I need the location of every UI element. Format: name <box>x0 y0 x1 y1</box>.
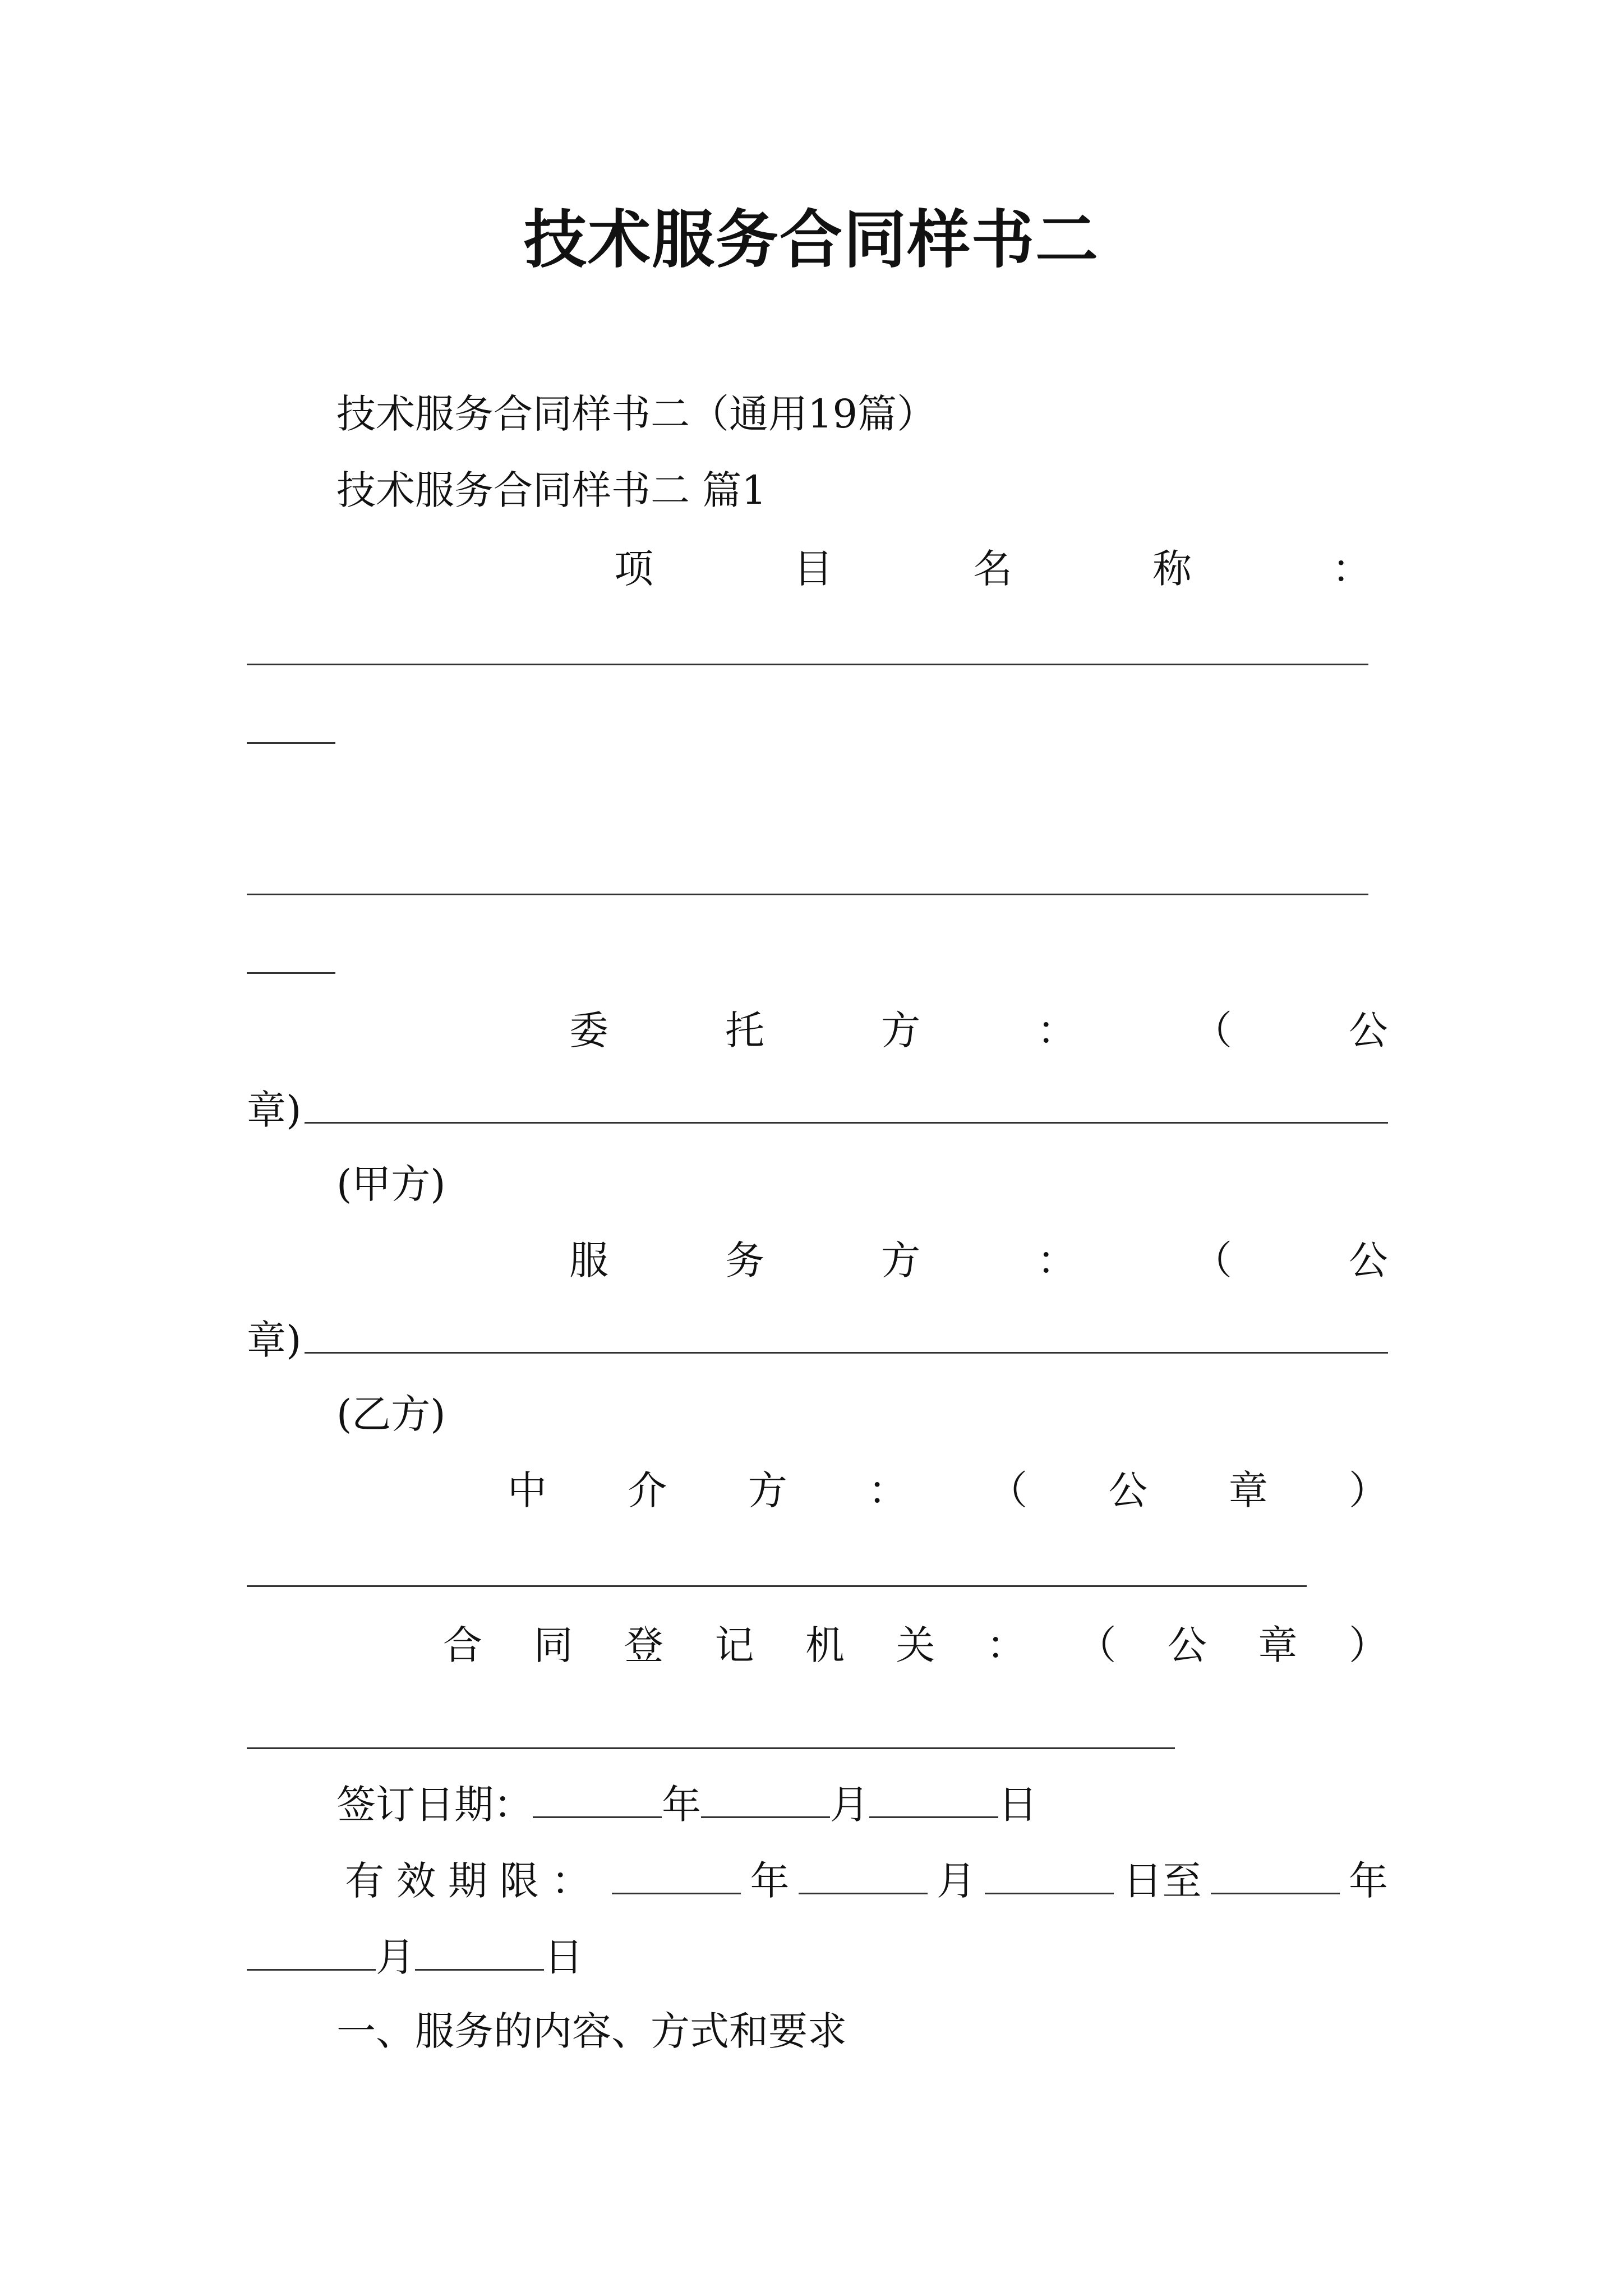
clause-1-heading: 一、服务的内容、方式和要求 <box>336 2008 847 2054</box>
document-title: 技术服务合同样书二 <box>524 203 1099 277</box>
project-name-label <box>614 544 1371 594</box>
sign-date-label: 签订日期： <box>336 1782 533 1828</box>
validity-month-unit: 月 <box>937 1858 976 1904</box>
label-char: ： <box>986 1622 1026 1668</box>
provider-seal-line <box>305 1313 1388 1354</box>
validity-label: 有效期限： <box>345 1858 603 1904</box>
validity-row <box>345 1853 1388 1906</box>
validity-end-year-unit: 年 <box>1349 1858 1388 1904</box>
label-char: 方 <box>748 1467 787 1513</box>
provider-party-note: (乙方) <box>336 1391 446 1437</box>
label-char: （ <box>988 1467 1028 1513</box>
label-char: 登 <box>624 1622 663 1668</box>
validity-month-blank <box>799 1853 928 1894</box>
label-char: ） <box>1349 1622 1388 1668</box>
label-char: 介 <box>628 1467 667 1513</box>
label-char: （ <box>1193 1007 1232 1053</box>
registry-seal-line <box>247 1747 1175 1749</box>
client-seal-line <box>305 1083 1388 1124</box>
validity-end-year-blank <box>1211 1853 1340 1894</box>
section-heading: 技术服务合同样书二 篇1 <box>336 467 767 513</box>
validity-end-day-unit: 日 <box>544 1934 583 1980</box>
label-char: （ <box>1193 1237 1232 1283</box>
client-party-note: (甲方) <box>336 1161 446 1207</box>
label-char: ） <box>1348 1467 1388 1513</box>
client-seal-row <box>247 1083 1388 1135</box>
registry-label <box>443 1620 1388 1671</box>
project-name-line-1 <box>247 664 1368 665</box>
document-subtitle: 技术服务合同样书二（通用19篇） <box>336 391 937 437</box>
label-char: 托 <box>725 1007 764 1053</box>
provider-seal-continuation: 章) <box>247 1317 302 1363</box>
label-char: 章 <box>1258 1622 1298 1668</box>
label-char: 公 <box>1349 1007 1388 1053</box>
label-char: 公 <box>1349 1237 1388 1283</box>
label-char: 机 <box>805 1622 845 1668</box>
intermediary-label <box>508 1465 1388 1516</box>
project-name-line-2-end <box>247 972 335 974</box>
label-char: 中 <box>508 1467 547 1513</box>
label-char: 项 <box>614 546 653 592</box>
label-char: 记 <box>714 1622 754 1668</box>
client-label <box>569 1005 1388 1056</box>
sign-date-month-unit: 月 <box>830 1782 869 1828</box>
label-char: 委 <box>569 1007 608 1053</box>
validity-year-unit: 年 <box>750 1858 790 1904</box>
sign-date-year-unit: 年 <box>662 1782 701 1828</box>
label-char: 公 <box>1168 1622 1207 1668</box>
client-seal-continuation: 章) <box>247 1087 302 1133</box>
label-char: ： <box>1037 1007 1076 1053</box>
sign-date-row <box>336 1777 1038 1830</box>
project-name-line-1-end <box>247 742 335 744</box>
label-char: 务 <box>725 1237 764 1283</box>
intermediary-seal-line <box>247 1585 1307 1587</box>
sign-date-day-blank <box>869 1777 998 1818</box>
label-char: ： <box>1037 1237 1076 1283</box>
label-char: 公 <box>1108 1467 1148 1513</box>
label-char: ： <box>868 1467 907 1513</box>
validity-row-continued <box>247 1930 583 1982</box>
label-char: 名 <box>973 546 1012 592</box>
validity-day-to-unit: 日至 <box>1123 1858 1202 1904</box>
label-char: 服 <box>569 1237 608 1283</box>
sign-date-year-blank <box>533 1777 662 1818</box>
label-char: 方 <box>881 1237 920 1283</box>
project-name-line-2 <box>247 894 1368 895</box>
sign-date-month-blank <box>701 1777 830 1818</box>
provider-label <box>569 1235 1388 1286</box>
label-char: ： <box>1332 546 1371 592</box>
validity-year-blank <box>612 1853 741 1894</box>
label-char: 关 <box>896 1622 935 1668</box>
label-char: 章 <box>1228 1467 1268 1513</box>
validity-day-blank <box>985 1853 1114 1894</box>
provider-seal-row <box>247 1313 1388 1365</box>
label-char: 合 <box>443 1622 482 1668</box>
sign-date-day-unit: 日 <box>998 1782 1038 1828</box>
validity-end-day-blank <box>415 1930 544 1971</box>
label-char: 方 <box>881 1007 920 1053</box>
label-char: （ <box>1077 1622 1117 1668</box>
validity-end-month-unit: 月 <box>376 1934 415 1980</box>
label-char: 同 <box>533 1622 573 1668</box>
label-char: 称 <box>1152 546 1192 592</box>
label-char: 目 <box>794 546 833 592</box>
validity-end-month-blank <box>247 1930 376 1971</box>
